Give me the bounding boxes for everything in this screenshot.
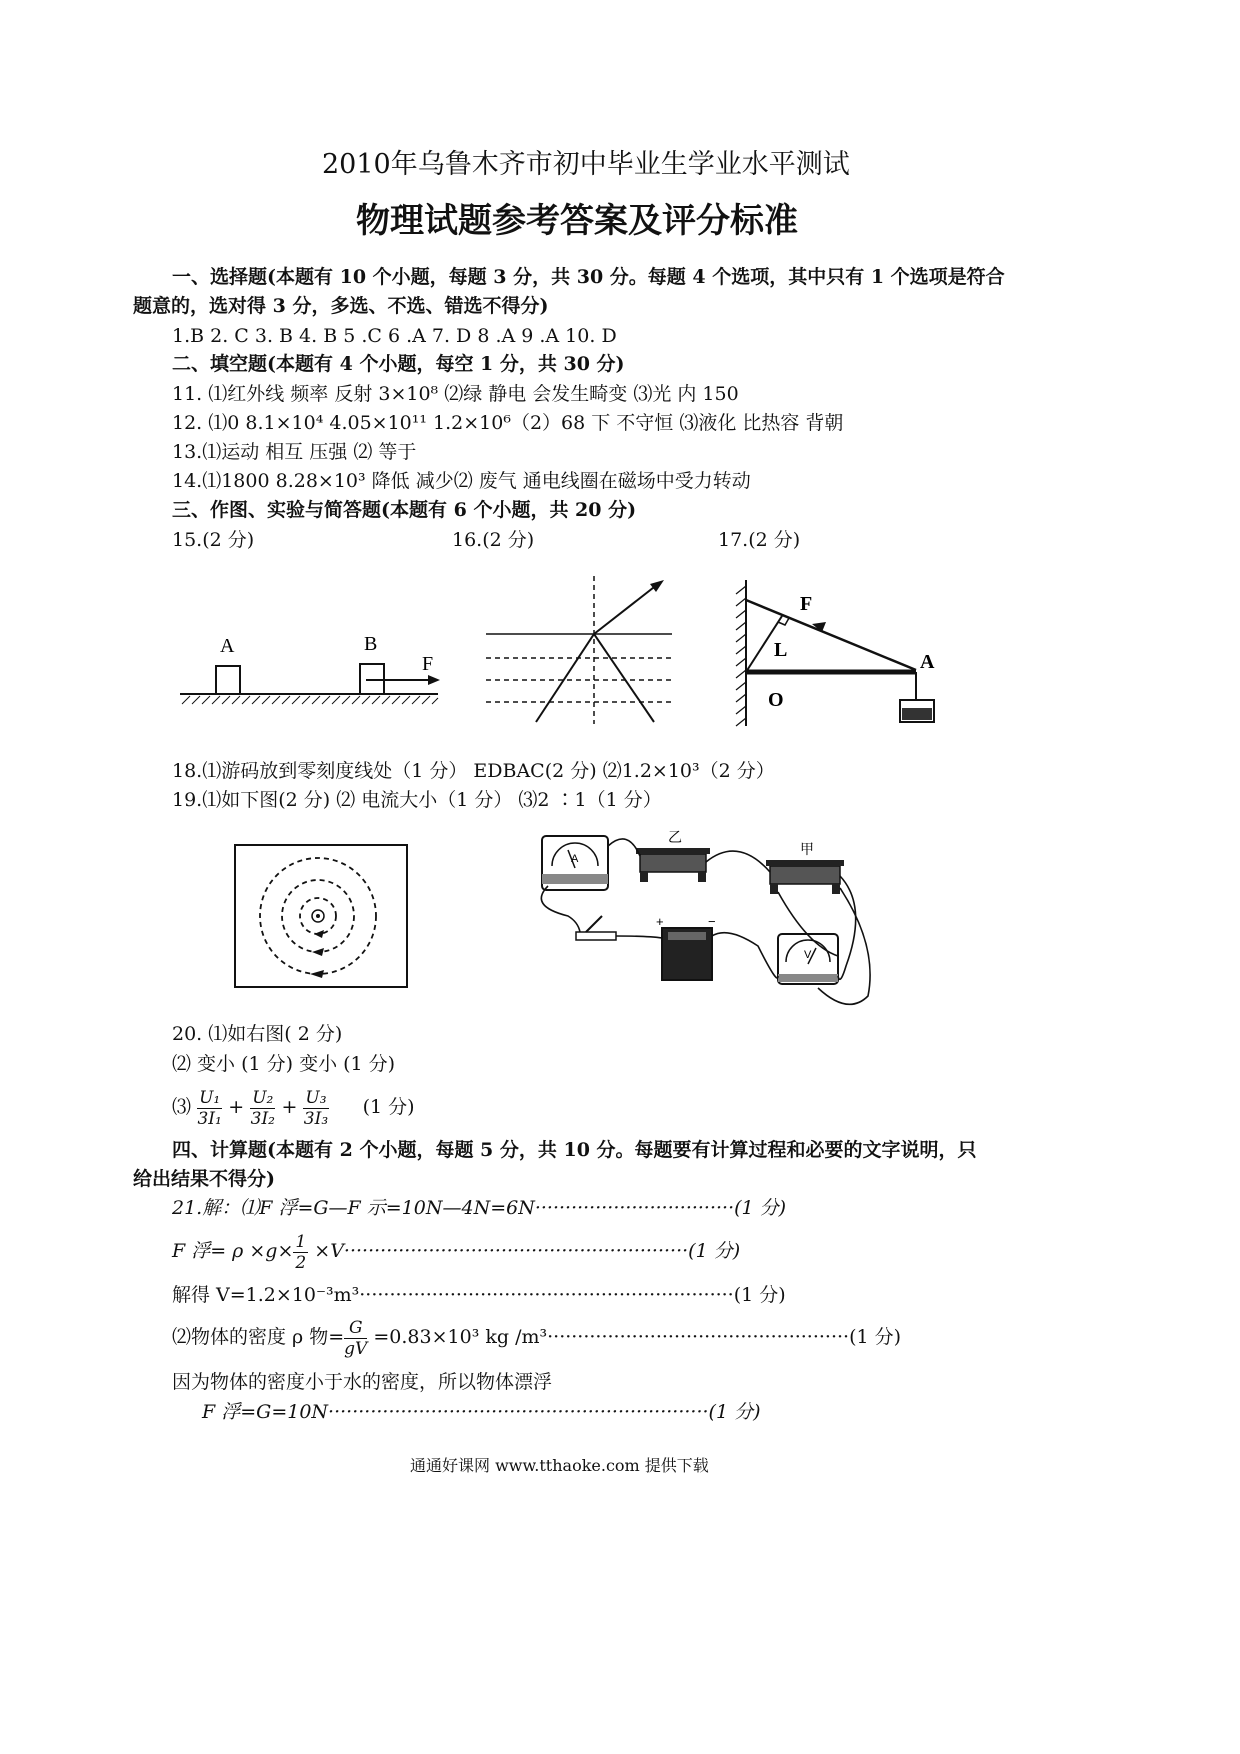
figure-q20-circuit bbox=[528, 826, 888, 1026]
footer-credit: 通通好课网 www.tthaoke.com 提供下载 bbox=[410, 1456, 709, 1475]
rope bbox=[746, 600, 916, 670]
section4-heading-2: 给出结果不得分) bbox=[133, 1168, 275, 1190]
svg-text:−: − bbox=[708, 914, 716, 929]
refracted-ray bbox=[594, 634, 654, 722]
calc-line-3: 解得 V=1.2×10⁻³m³······························································(1 分) bbox=[172, 1284, 786, 1306]
label-a: A bbox=[220, 635, 235, 657]
section1-heading-2: 题意的，选对得 3 分，多选、不选、错选不得分) bbox=[133, 295, 549, 317]
label-lever-arm: L bbox=[774, 639, 788, 661]
calc-line-2: F 浮= ρ ×g× $\frac{1}{2}$ ×V·························································(1 分) bbox=[172, 1231, 741, 1273]
fraction-density: $\frac{G}{gV}$ bbox=[344, 1317, 368, 1359]
calc-line-4: ⑵物体的密度 ρ 物= $\frac{G}{gV}$ =0.83×10³ kg /m³··················································(1 分) bbox=[172, 1317, 902, 1359]
answer-q19: 19.⑴如下图(2 分) ⑵ 电流大小（1 分） ⑶2 ∶1（1 分） bbox=[172, 789, 662, 811]
fraction-u2: $\frac{\text{U₂}}{\text{3I₂}}$ bbox=[250, 1087, 275, 1129]
q15-label: 15.(2 分) bbox=[172, 529, 255, 551]
fraction-u1: $\frac{\text{U₁}}{\text{3I₁}}$ bbox=[197, 1087, 222, 1129]
page-title: 物理试题参考答案及评分标准 bbox=[356, 201, 798, 241]
incident-ray bbox=[536, 634, 594, 722]
voltmeter bbox=[778, 934, 838, 984]
answer-q18: 18.⑴游码放到零刻度线处（1 分） EDBAC(2 分) ⑵1.2×10³（2 分） bbox=[172, 760, 775, 782]
resistor-yi bbox=[636, 831, 710, 882]
q17-label: 17.(2 分) bbox=[718, 529, 801, 551]
figure-q19-field bbox=[234, 844, 410, 990]
svg-text:+: + bbox=[656, 914, 664, 929]
section3-heading: 三、作图、实验与简答题(本题有 6 个小题，共 20 分) bbox=[172, 499, 637, 521]
label-point-a: A bbox=[920, 651, 935, 673]
answer-q12: 12. ⑴0 8.1×10⁴ 4.05×10¹¹ 1.2×10⁶（2）68 下 不守恒 ⑶液化 比热容 背朝 bbox=[172, 412, 844, 434]
block-a bbox=[216, 666, 240, 694]
section1-answers: 1.B 2. C 3. B 4. B 5 .C 6 .A 7. D 8 .A 9 .A 10. D bbox=[172, 325, 617, 347]
q20-3-suffix: (1 分) bbox=[362, 1096, 415, 1118]
fraction-u3: $\frac{\text{U₃}}{\text{3I₃}}$ bbox=[303, 1087, 329, 1129]
emergent-ray bbox=[594, 584, 658, 634]
calc-line-1: 21.解：⑴F 浮=G—F 示=10N—4N=6N·································(1 分) bbox=[172, 1197, 787, 1219]
battery bbox=[656, 914, 716, 980]
label-pivot: O bbox=[768, 689, 784, 711]
label-force: F bbox=[800, 593, 813, 615]
svg-text:甲: 甲 bbox=[800, 843, 814, 858]
ammeter bbox=[542, 836, 608, 890]
section1-heading-1: 一、选择题(本题有 10 个小题，每题 3 分，共 30 分。每题 4 个选项，其中只有 1 个选项是符合 bbox=[172, 266, 1005, 288]
section2-heading: 二、填空题(本题有 4 个小题，每空 1 分，共 30 分) bbox=[172, 353, 625, 375]
answer-q20-2: ⑵ 变小 (1 分) 变小 (1 分) bbox=[172, 1053, 396, 1075]
section4-heading-1: 四、计算题(本题有 2 个小题，每题 5 分，共 10 分。每题要有计算过程和必要的文字说明，只 bbox=[172, 1139, 977, 1161]
figure-q15 bbox=[180, 620, 450, 710]
answer-q20-3: ⑶ $\frac{\text{U₁}}{\text{3I₁}}$ + $\frac{\text{U₂}}{\text{3I₂}}$ + $\frac{\text{U₃}}{\text{3I₃}}$ (1 分) bbox=[172, 1087, 415, 1129]
resistor-jia bbox=[766, 842, 844, 894]
figure-q17 bbox=[730, 580, 950, 730]
exam-subtitle: 2010年乌鲁木齐市初中毕业生学业水平测试 bbox=[322, 149, 850, 180]
label-f: F bbox=[422, 653, 434, 675]
label-b: B bbox=[364, 633, 378, 655]
answer-q13: 13.⑴运动 相互 压强 ⑵ 等于 bbox=[172, 441, 417, 463]
svg-text:A: A bbox=[571, 853, 579, 865]
calc-line-6: F 浮=G=10N·······························································(1 分) bbox=[202, 1401, 761, 1423]
calc-line-5: 因为物体的密度小于水的密度，所以物体漂浮 bbox=[172, 1371, 553, 1393]
answer-q11: 11. ⑴红外线 频率 反射 3×10⁸ ⑵绿 静电 会发生畸变 ⑶光 内 150 bbox=[172, 383, 739, 405]
answer-q20-1: 20. ⑴如右图( 2 分) bbox=[172, 1023, 343, 1045]
svg-text:乙: 乙 bbox=[668, 831, 682, 846]
q20-3-prefix: ⑶ bbox=[172, 1096, 192, 1118]
fraction-half: $\frac{1}{2}$ bbox=[295, 1231, 307, 1273]
switch bbox=[576, 916, 616, 940]
svg-text:V: V bbox=[804, 949, 812, 961]
figure-q16 bbox=[486, 576, 676, 726]
q16-label: 16.(2 分) bbox=[452, 529, 535, 551]
answer-q14: 14.⑴1800 8.28×10³ 降低 减少⑵ 废气 通电线圈在磁场中受力转动 bbox=[172, 470, 751, 492]
